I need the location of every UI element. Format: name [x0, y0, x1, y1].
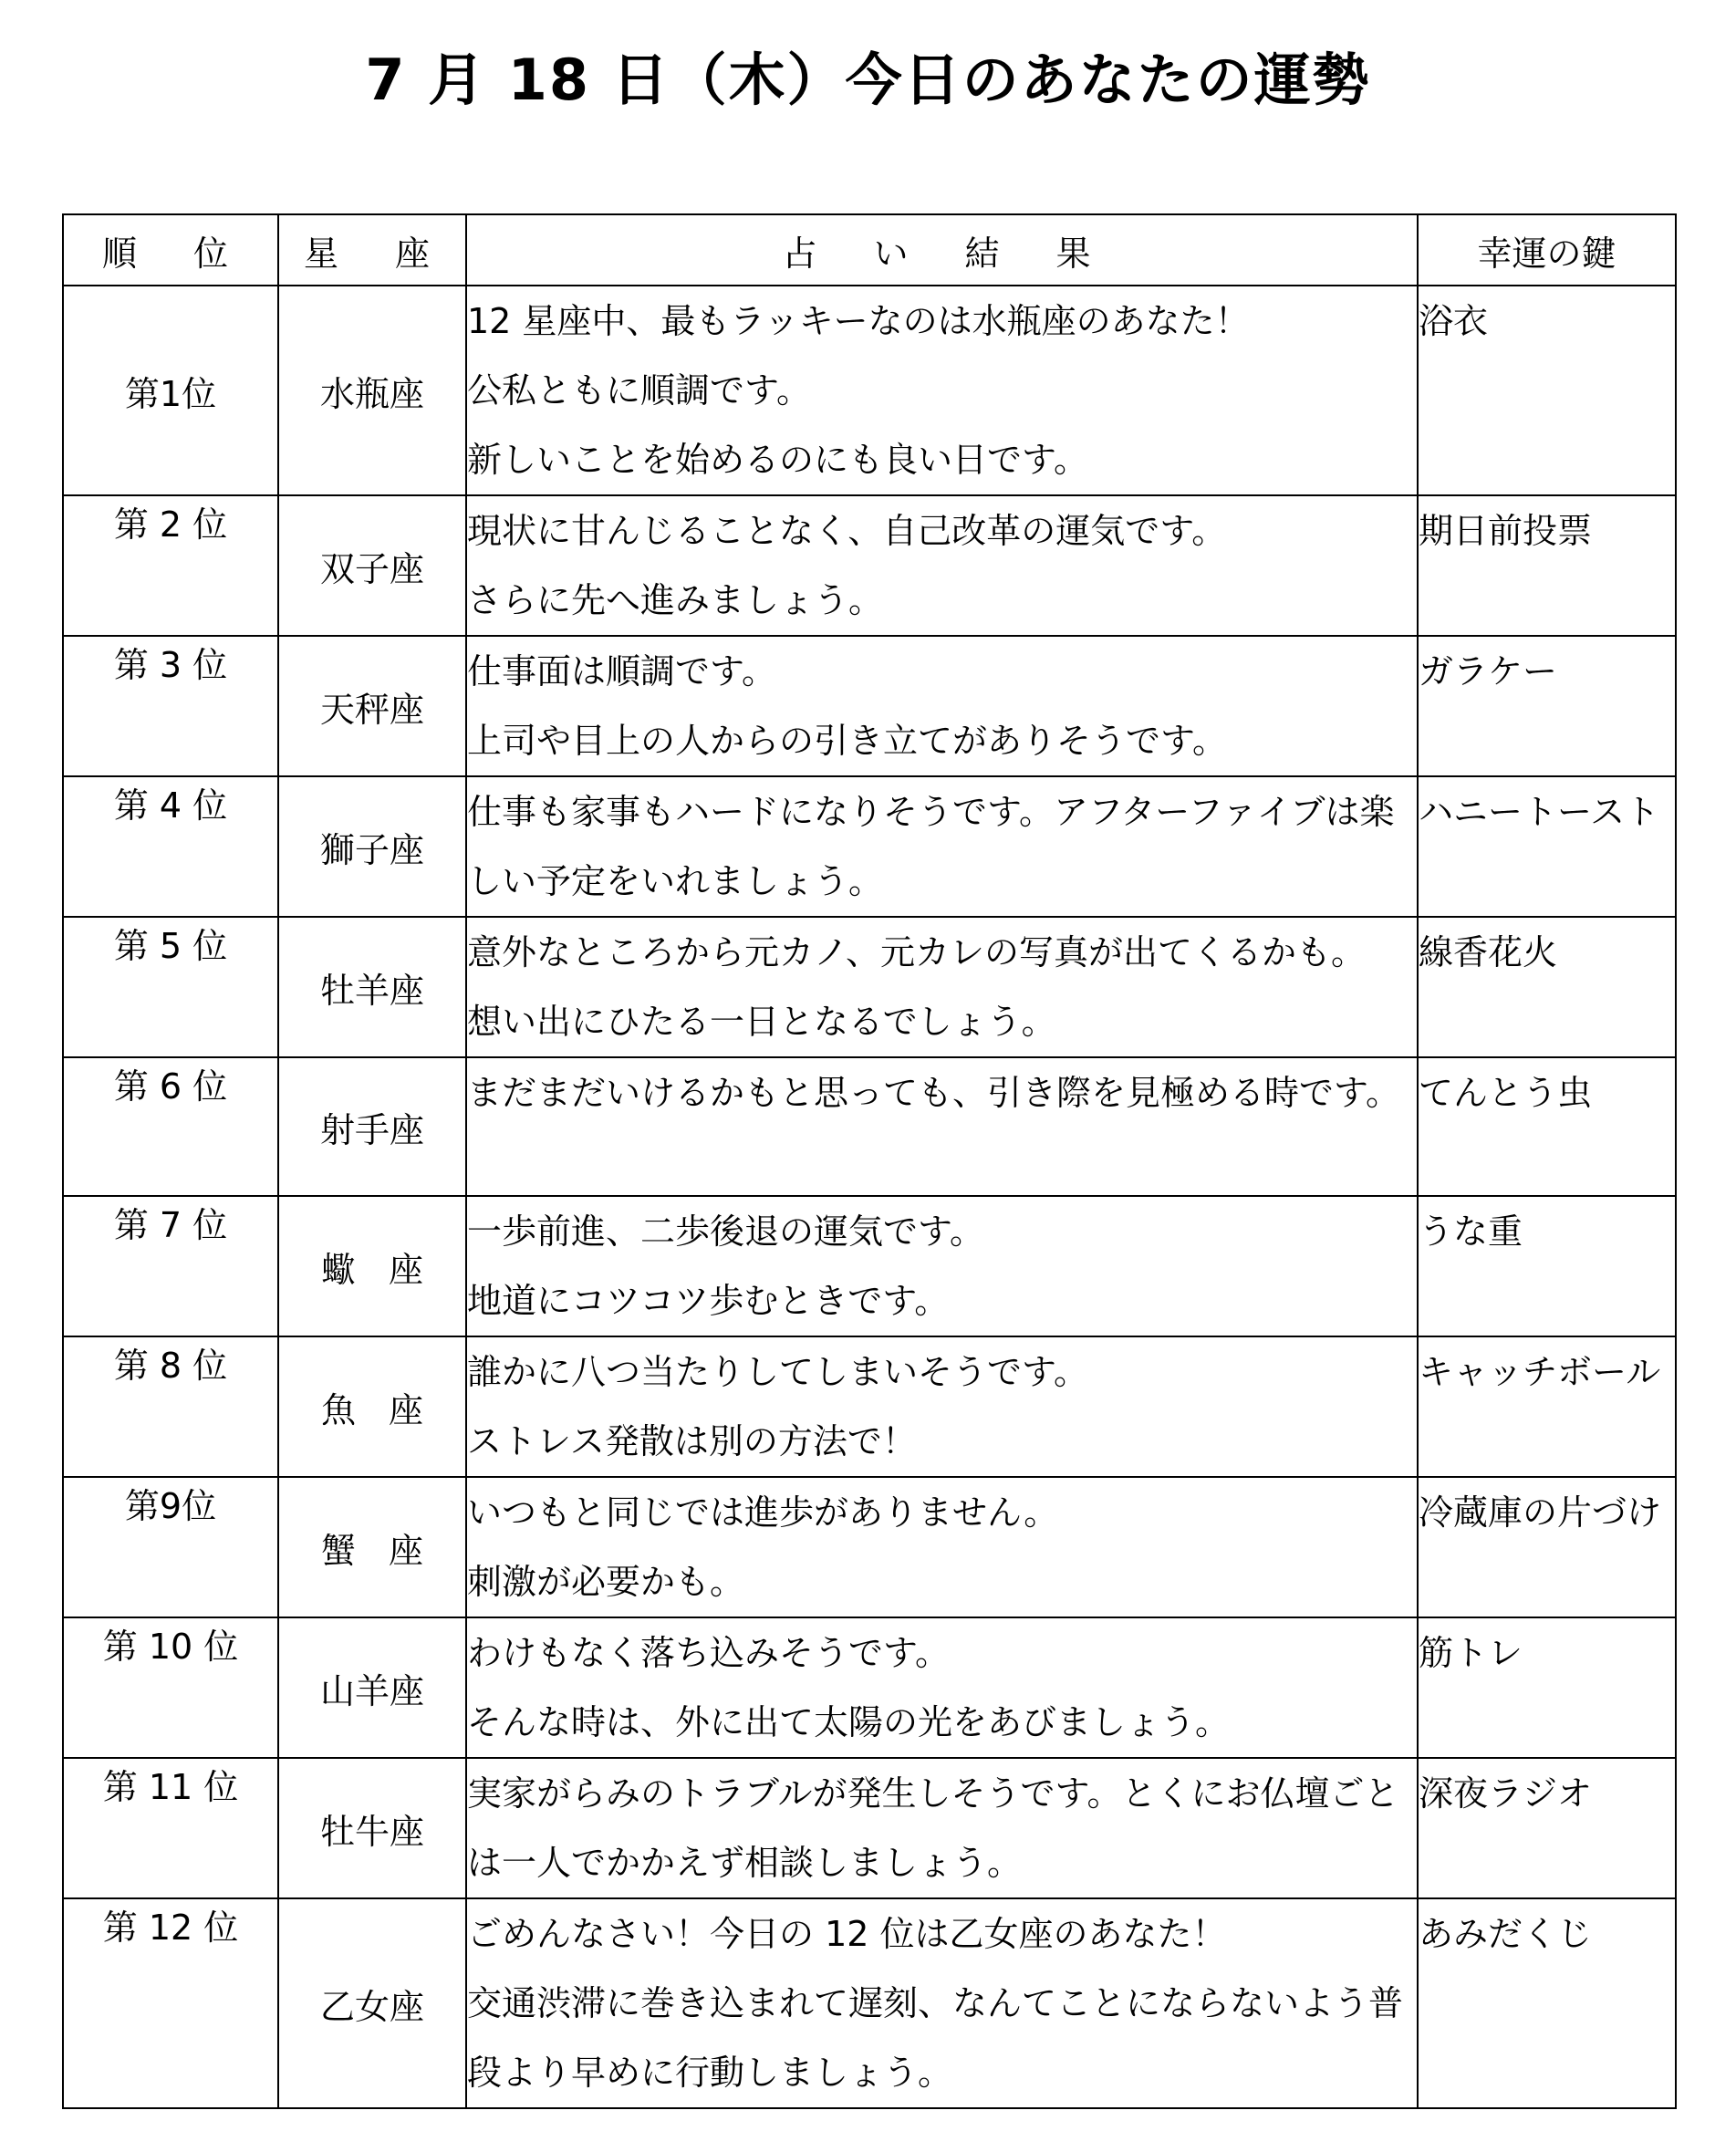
rank-cell: 第 5 位	[63, 917, 278, 1057]
table-row	[63, 1617, 1676, 1758]
lucky-key-cell: 筋トレ	[1418, 1617, 1676, 1758]
result-line: ストレス発散は別の方法で！	[467, 1421, 917, 1461]
result-line: 意外なところから元カノ、元カレの写真が出てくるかも。	[467, 932, 1366, 972]
rank-cell: 第 7 位	[63, 1196, 278, 1336]
result-line: そんな時は、外に出て太陽の光をあびましょう。	[467, 1702, 1231, 1742]
result-cell	[466, 495, 1418, 636]
sign-cell: 乙女座	[278, 1898, 466, 2108]
table-row	[63, 1898, 1676, 2108]
header-result: 占 い 結 果	[466, 214, 1418, 286]
result-line: 新しいことを始めるのにも良い日です。	[467, 440, 1088, 480]
rank-cell: 第 10 位	[63, 1617, 278, 1758]
page-title: 7 月 18 日（木）今日のあなたの運勢	[365, 47, 1371, 113]
sign-cell: 射手座	[278, 1057, 466, 1196]
sign-cell: 牡牛座	[278, 1758, 466, 1898]
rank-cell: 第9位	[63, 1477, 278, 1617]
table-row	[63, 917, 1676, 1057]
result-line: 12 星座中、最もラッキーなのは水瓶座のあなた！	[467, 301, 1250, 341]
rank-cell: 第 8 位	[63, 1336, 278, 1477]
rank-cell: 第 11 位	[63, 1758, 278, 1898]
result-cell	[466, 286, 1418, 495]
lucky-key-cell: うな重	[1418, 1196, 1676, 1336]
lucky-key-cell: キャッチボール	[1418, 1336, 1676, 1477]
result-cell	[466, 1758, 1418, 1898]
result-cell	[466, 1057, 1418, 1196]
result-line: 想い出にひたる一日となるでしょう。	[467, 1002, 1056, 1042]
header-key: 幸運の鍵	[1418, 214, 1676, 286]
sign-cell: 双子座	[278, 495, 466, 636]
rank-cell: 第 12 位	[63, 1898, 278, 2108]
fortune-table	[62, 213, 1677, 2109]
table-row	[63, 286, 1676, 495]
sign-cell: 蟹座	[278, 1477, 466, 1617]
lucky-key-cell: 期日前投票	[1418, 495, 1676, 636]
result-line: 公私ともに順調です。	[467, 370, 811, 411]
result-cell	[466, 1336, 1418, 1477]
table-header-row	[63, 214, 1676, 286]
sign-cell: 水瓶座	[278, 286, 466, 495]
table-row	[63, 1758, 1676, 1898]
result-cell	[466, 1898, 1418, 2108]
result-line: 実家がらみのトラブルが発生しそうです。とくにお仏壇ごとは一人でかかえず相談しましょう。	[467, 1773, 1399, 1883]
header-sign: 星 座	[278, 214, 466, 286]
sign-cell: 獅子座	[278, 776, 466, 917]
sign-cell: 天秤座	[278, 636, 466, 776]
header-rank: 順 位	[63, 214, 278, 286]
rank-cell: 第1位	[63, 286, 278, 495]
lucky-key-cell: 冷蔵庫の片づけ	[1418, 1477, 1676, 1617]
result-line: 仕事も家事もハードになりそうです。アフターファイブは楽しい予定をいれましょう。	[467, 792, 1395, 901]
result-line: いつもと同じでは進歩がありません。	[467, 1492, 1059, 1533]
sign-cell: 魚座	[278, 1336, 466, 1477]
rank-cell: 第 3 位	[63, 636, 278, 776]
rank-cell: 第 6 位	[63, 1057, 278, 1196]
table-row	[63, 495, 1676, 636]
rank-cell: 第 4 位	[63, 776, 278, 917]
result-line: 仕事面は順調です。	[467, 651, 776, 691]
table-row	[63, 1477, 1676, 1617]
sign-cell: 蠍座	[278, 1196, 466, 1336]
result-line: 交通渋滞に巻き込まれて遅刻、なんてことにならないよう普段より早めに行動しましょう。	[467, 1983, 1404, 2093]
result-line: まだまだいけるかもと思っても、引き際を見極める時です。	[467, 1073, 1400, 1113]
lucky-key-cell: ガラケー	[1418, 636, 1676, 776]
result-line: ごめんなさい！今日の 12 位は乙女座のあなた！	[467, 1914, 1227, 1954]
table-row	[63, 636, 1676, 776]
result-line: 地道にコツコツ歩むときです。	[467, 1281, 950, 1321]
table-row	[63, 1057, 1676, 1196]
result-cell	[466, 1477, 1418, 1617]
sign-cell: 山羊座	[278, 1617, 466, 1758]
result-line: 一歩前進、二歩後退の運気です。	[467, 1211, 984, 1252]
result-cell	[466, 776, 1418, 917]
result-cell	[466, 1617, 1418, 1758]
result-cell	[466, 1196, 1418, 1336]
result-line: 上司や目上の人からの引き立てがありそうです。	[467, 721, 1227, 761]
result-line: 現状に甘んじることなく、自己改革の運気です。	[467, 511, 1227, 551]
lucky-key-cell: ハニートースト	[1418, 776, 1676, 917]
result-line: 誰かに八つ当たりしてしまいそうです。	[467, 1352, 1088, 1392]
lucky-key-cell: 線香花火	[1418, 917, 1676, 1057]
sign-cell: 牡羊座	[278, 917, 466, 1057]
lucky-key-cell: てんとう虫	[1418, 1057, 1676, 1196]
lucky-key-cell: 深夜ラジオ	[1418, 1758, 1676, 1898]
result-cell	[466, 636, 1418, 776]
result-line: わけもなく落ち込みそうです。	[467, 1633, 950, 1673]
table-row	[63, 1196, 1676, 1336]
lucky-key-cell: あみだくじ	[1418, 1898, 1676, 2108]
rank-cell: 第 2 位	[63, 495, 278, 636]
result-cell	[466, 917, 1418, 1057]
table-row	[63, 1336, 1676, 1477]
lucky-key-cell: 浴衣	[1418, 286, 1676, 495]
result-line: さらに先へ進みましょう。	[467, 580, 884, 620]
table-row	[63, 776, 1676, 917]
result-line: 刺激が必要かも。	[467, 1562, 745, 1602]
